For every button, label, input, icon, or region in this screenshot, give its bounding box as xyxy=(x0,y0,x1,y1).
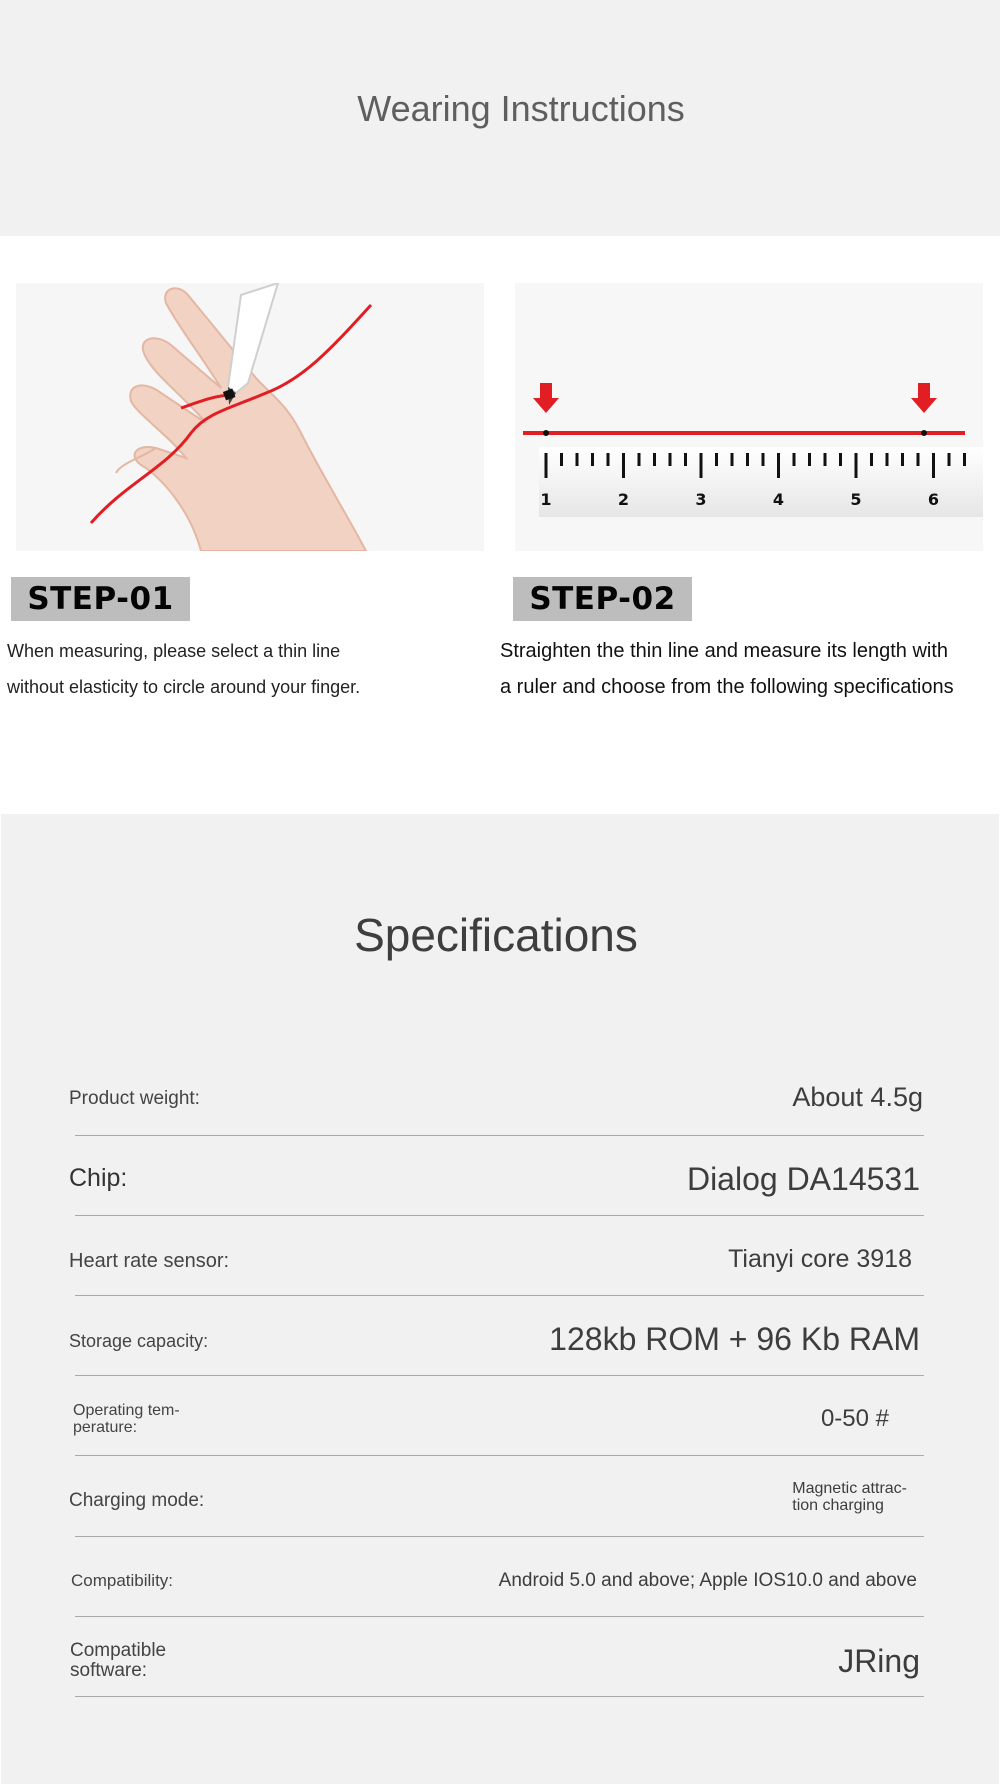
spec-row-compatibility xyxy=(1,1537,999,1617)
step-02-badge: STEP-02 xyxy=(513,577,692,621)
ruler-number: 4 xyxy=(772,490,785,509)
spec-label: Product weight: xyxy=(69,1088,200,1109)
spec-divider xyxy=(75,1455,924,1456)
spec-row-chip xyxy=(1,1136,999,1216)
step-01-badge: STEP-01 xyxy=(11,577,190,621)
spec-label: Chip: xyxy=(69,1164,128,1192)
spec-value: 0-50 # xyxy=(820,1405,889,1432)
spec-row-storage xyxy=(1,1296,999,1376)
step-02-line-2: a ruler and choose from the following specifications xyxy=(500,676,954,698)
ruler-number: 5 xyxy=(850,490,862,509)
ruler-number: 3 xyxy=(695,490,707,509)
step-01-description xyxy=(7,633,360,705)
step-02-line-1: Straighten the thin line and measure its length with xyxy=(500,640,949,662)
spec-label: Storage capacity: xyxy=(69,1331,209,1351)
wearing-header xyxy=(0,0,1000,236)
spec-row-weight xyxy=(1,1056,999,1136)
ruler-number: 1 xyxy=(540,490,552,509)
step-01-image xyxy=(16,283,484,551)
spec-label: Compatible software: xyxy=(70,1640,167,1681)
ruler-number: 2 xyxy=(617,490,630,509)
spec-value: Magnetic attrac- tion charging xyxy=(792,1480,907,1514)
step-02-description xyxy=(500,633,954,705)
spec-value: Tianyi core 3918 xyxy=(728,1245,912,1273)
spec-divider xyxy=(75,1696,924,1697)
spec-row-temperature xyxy=(1,1376,999,1456)
spec-label: Charging mode: xyxy=(69,1490,205,1511)
spec-label: Heart rate sensor: xyxy=(69,1250,230,1272)
specifications-section xyxy=(1,814,999,1784)
step-01-line-2: without elasticity to circle around your finger. xyxy=(7,677,361,697)
spec-value: Dialog DA14531 xyxy=(686,1161,920,1197)
specifications-title: Specifications xyxy=(354,909,638,961)
steps-section xyxy=(0,236,1000,814)
wearing-title: Wearing Instructions xyxy=(357,88,685,129)
step-02-image xyxy=(515,283,983,551)
ruler-number: 6 xyxy=(927,490,940,509)
spec-row-heart-rate xyxy=(1,1216,999,1296)
spec-value: About 4.5g xyxy=(792,1082,923,1112)
spec-label: Operating tem- perature: xyxy=(73,1402,180,1436)
spec-value: JRing xyxy=(838,1643,920,1679)
spec-value: Android 5.0 and above; Apple IOS10.0 and above xyxy=(498,1570,917,1591)
step-01-line-1: When measuring, please select a thin line xyxy=(7,641,341,661)
spec-row-software xyxy=(1,1617,999,1697)
spec-label: Compatibility: xyxy=(71,1571,174,1590)
spec-row-charging xyxy=(1,1457,999,1537)
spec-value: 128kb ROM + 96 Kb RAM xyxy=(549,1321,920,1357)
